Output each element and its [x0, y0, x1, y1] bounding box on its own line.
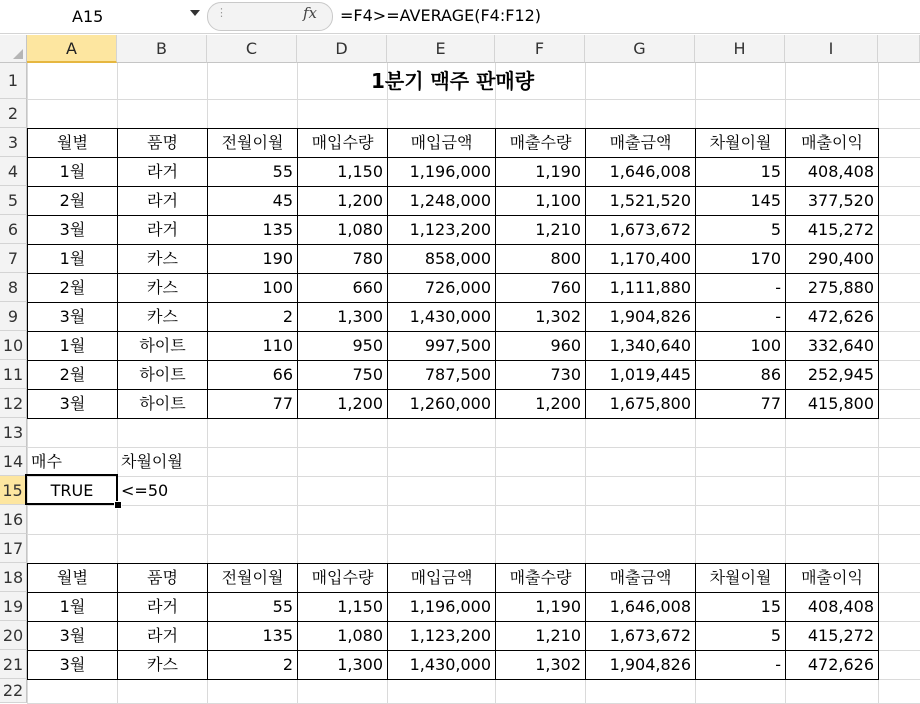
filtered-table-cell[interactable]: 55: [207, 592, 298, 622]
sales-table-cell[interactable]: 135: [207, 215, 298, 245]
sales-table-cell[interactable]: 1월: [27, 331, 118, 361]
cell-a15[interactable]: TRUE: [50, 481, 94, 500]
sales-table-cell[interactable]: 100: [695, 331, 786, 361]
sales-table-cell[interactable]: 950: [297, 331, 388, 361]
filtered-table-cell[interactable]: 15: [695, 592, 786, 622]
sales-table-cell[interactable]: 780: [297, 244, 388, 274]
filtered-table-cell[interactable]: 415,272: [785, 621, 879, 651]
row-header-22[interactable]: 22: [0, 679, 27, 703]
filtered-table-cell[interactable]: 408,408: [785, 592, 879, 622]
filtered-table-cell[interactable]: 135: [207, 621, 298, 651]
filtered-table-cell[interactable]: 1,302: [495, 650, 586, 680]
sales-table-cell[interactable]: 960: [495, 331, 586, 361]
sales-table-cell[interactable]: 2월: [27, 360, 118, 390]
column-header-b[interactable]: B: [117, 35, 207, 63]
sales-table-cell[interactable]: 하이트: [117, 360, 208, 390]
sales-table-cell[interactable]: 275,880: [785, 273, 879, 303]
sales-table-cell[interactable]: 660: [297, 273, 388, 303]
sales-table-header-cell[interactable]: 월별: [27, 128, 118, 158]
row-header-10[interactable]: 10: [0, 331, 27, 360]
row-header-12[interactable]: 12: [0, 389, 27, 418]
sales-table-cell[interactable]: 377,520: [785, 186, 879, 216]
sales-table-cell[interactable]: 하이트: [117, 331, 208, 361]
sales-table-cell[interactable]: 1,675,800: [585, 389, 696, 419]
cell-b14[interactable]: 차월이월: [121, 452, 183, 471]
sales-table-cell[interactable]: 1,123,200: [387, 215, 496, 245]
row-header-5[interactable]: 5: [0, 186, 27, 215]
sales-table-header-cell[interactable]: 매입수량: [297, 128, 388, 158]
gridline-h: [27, 534, 920, 535]
gridline-h: [27, 99, 920, 100]
filtered-table-cell[interactable]: 1,904,826: [585, 650, 696, 680]
sales-table-cell[interactable]: 415,800: [785, 389, 879, 419]
sales-table-header-cell[interactable]: 전월이월: [207, 128, 298, 158]
sales-table-cell[interactable]: 2: [207, 302, 298, 332]
filtered-table-cell[interactable]: 2: [207, 650, 298, 680]
filtered-table-cell[interactable]: 3월: [27, 621, 118, 651]
sales-table-cell[interactable]: 라거: [117, 157, 208, 187]
sales-table-cell[interactable]: 1,646,008: [585, 157, 696, 187]
filtered-table-cell[interactable]: 1,430,000: [387, 650, 496, 680]
sheet-title[interactable]: 1분기 맥주 판매량: [370, 69, 535, 93]
filtered-table-cell[interactable]: 1,673,672: [585, 621, 696, 651]
filtered-table-cell[interactable]: 1,190: [495, 592, 586, 622]
filtered-table-header-cell[interactable]: 매출수량: [495, 563, 586, 593]
sales-table-cell[interactable]: 472,626: [785, 302, 879, 332]
row-header-1[interactable]: 1: [0, 63, 27, 99]
sales-table-cell[interactable]: 45: [207, 186, 298, 216]
select-all-button[interactable]: [0, 35, 27, 63]
formula-bar: [0, 0, 920, 34]
sales-table-cell[interactable]: 1,190: [495, 157, 586, 187]
sales-table-cell[interactable]: 730: [495, 360, 586, 390]
column-header-f[interactable]: F: [495, 35, 585, 63]
sales-table-cell[interactable]: 1,302: [495, 302, 586, 332]
sales-table-cell[interactable]: 760: [495, 273, 586, 303]
sales-table-cell[interactable]: 1,111,880: [585, 273, 696, 303]
column-header-h[interactable]: H: [695, 35, 785, 63]
filtered-table-cell[interactable]: 5: [695, 621, 786, 651]
sales-table-cell[interactable]: -: [695, 302, 786, 332]
filtered-table-cell[interactable]: 1,080: [297, 621, 388, 651]
sales-table-cell[interactable]: 카스: [117, 273, 208, 303]
sales-table-cell[interactable]: 15: [695, 157, 786, 187]
sales-table-cell[interactable]: 415,272: [785, 215, 879, 245]
sales-table-cell[interactable]: 1,200: [297, 389, 388, 419]
row-header-16[interactable]: 16: [0, 505, 27, 534]
sales-table-cell[interactable]: -: [695, 273, 786, 303]
row-header-17[interactable]: 17: [0, 534, 27, 563]
sales-table-cell[interactable]: 1,340,640: [585, 331, 696, 361]
sales-table-cell[interactable]: 1,521,520: [585, 186, 696, 216]
sales-table-cell[interactable]: 750: [297, 360, 388, 390]
sales-table-cell[interactable]: 77: [207, 389, 298, 419]
sales-table-header-cell[interactable]: 매출수량: [495, 128, 586, 158]
sales-table-cell[interactable]: 1,300: [297, 302, 388, 332]
grip-icon[interactable]: ⋮: [216, 6, 227, 19]
row-header-7[interactable]: 7: [0, 244, 27, 273]
row-header-4[interactable]: 4: [0, 157, 27, 186]
row-header-11[interactable]: 11: [0, 360, 27, 389]
sales-table-cell[interactable]: 800: [495, 244, 586, 274]
row-header-14[interactable]: 14: [0, 447, 27, 476]
filtered-table-header-cell[interactable]: 품명: [117, 563, 208, 593]
filtered-table-cell[interactable]: -: [695, 650, 786, 680]
sales-table-cell[interactable]: 66: [207, 360, 298, 390]
sales-table-cell[interactable]: 1,100: [495, 186, 586, 216]
filtered-table-header-cell[interactable]: 월별: [27, 563, 118, 593]
row-header-21[interactable]: 21: [0, 650, 27, 679]
sales-table-cell[interactable]: 1,200: [297, 186, 388, 216]
sales-table-cell[interactable]: 77: [695, 389, 786, 419]
filtered-table-header-cell[interactable]: 매출이익: [785, 563, 879, 593]
sales-table-cell[interactable]: 1월: [27, 244, 118, 274]
sales-table-cell[interactable]: 1월: [27, 157, 118, 187]
sales-table-cell[interactable]: 170: [695, 244, 786, 274]
row-header-8[interactable]: 8: [0, 273, 27, 302]
sales-table-cell[interactable]: 3월: [27, 215, 118, 245]
filtered-table-header-cell[interactable]: 매출금액: [585, 563, 696, 593]
sales-table-cell[interactable]: 라거: [117, 215, 208, 245]
column-header-d[interactable]: D: [297, 35, 387, 63]
filtered-table-cell[interactable]: 라거: [117, 621, 208, 651]
sales-table-cell[interactable]: 1,430,000: [387, 302, 496, 332]
name-box-value[interactable]: A15: [72, 7, 104, 26]
fill-handle[interactable]: [114, 501, 122, 509]
filtered-table-header-cell[interactable]: 매입금액: [387, 563, 496, 593]
cell-b15[interactable]: <=50: [121, 481, 169, 500]
sales-table-cell[interactable]: 카스: [117, 302, 208, 332]
filtered-table-cell[interactable]: 1월: [27, 592, 118, 622]
row-header-19[interactable]: 19: [0, 592, 27, 621]
sales-table-cell[interactable]: 1,673,672: [585, 215, 696, 245]
sales-table-cell[interactable]: 252,945: [785, 360, 879, 390]
column-header-blank[interactable]: [878, 35, 920, 63]
row-header-3[interactable]: 3: [0, 128, 27, 157]
sales-table-cell[interactable]: 라거: [117, 186, 208, 216]
filtered-table-cell[interactable]: 라거: [117, 592, 208, 622]
active-cell-border: [25, 474, 118, 505]
column-header-a[interactable]: A: [27, 35, 117, 63]
name-box[interactable]: [0, 0, 207, 33]
sales-table-cell[interactable]: 1,150: [297, 157, 388, 187]
sales-table-cell[interactable]: 1,019,445: [585, 360, 696, 390]
sales-table-cell[interactable]: 787,500: [387, 360, 496, 390]
gridline-h: [27, 505, 920, 506]
sales-table-cell[interactable]: 110: [207, 331, 298, 361]
filtered-table-cell[interactable]: 1,210: [495, 621, 586, 651]
filtered-table-cell[interactable]: 1,300: [297, 650, 388, 680]
sales-table-cell[interactable]: 1,210: [495, 215, 586, 245]
sales-table-cell[interactable]: 726,000: [387, 273, 496, 303]
row-header-20[interactable]: 20: [0, 621, 27, 650]
filtered-table-cell[interactable]: 1,646,008: [585, 592, 696, 622]
sales-table-cell[interactable]: 100: [207, 273, 298, 303]
sales-table-header-cell[interactable]: 차월이월: [695, 128, 786, 158]
row-header-15[interactable]: 15: [0, 476, 27, 505]
sales-table-cell[interactable]: 145: [695, 186, 786, 216]
sales-table-cell[interactable]: 1,080: [297, 215, 388, 245]
sales-table-cell[interactable]: 하이트: [117, 389, 208, 419]
filtered-table-header-cell[interactable]: 차월이월: [695, 563, 786, 593]
sales-table-cell[interactable]: 1,260,000: [387, 389, 496, 419]
row-header-9[interactable]: 9: [0, 302, 27, 331]
sales-table-cell[interactable]: 408,408: [785, 157, 879, 187]
row-header-2[interactable]: 2: [0, 99, 27, 128]
sales-table-cell[interactable]: 5: [695, 215, 786, 245]
row-header-18[interactable]: 18: [0, 563, 27, 592]
sales-table-header-cell[interactable]: 매출이익: [785, 128, 879, 158]
sales-table-cell[interactable]: 1,170,400: [585, 244, 696, 274]
sales-table-header-cell[interactable]: 매입금액: [387, 128, 496, 158]
filtered-table-header-cell[interactable]: 매입수량: [297, 563, 388, 593]
sales-table-cell[interactable]: 997,500: [387, 331, 496, 361]
sales-table-cell[interactable]: 카스: [117, 244, 208, 274]
row-header-13[interactable]: 13: [0, 418, 27, 447]
chevron-down-icon[interactable]: [190, 10, 200, 16]
sales-table-cell[interactable]: 1,904,826: [585, 302, 696, 332]
filtered-table-cell[interactable]: 3월: [27, 650, 118, 680]
sales-table-cell[interactable]: 332,640: [785, 331, 879, 361]
formula-input[interactable]: =F4>=AVERAGE(F4:F12): [340, 6, 542, 25]
sales-table-cell[interactable]: 1,200: [495, 389, 586, 419]
sales-table-cell[interactable]: 3월: [27, 302, 118, 332]
sales-table-cell[interactable]: 190: [207, 244, 298, 274]
sales-table-cell[interactable]: 290,400: [785, 244, 879, 274]
filtered-table-cell[interactable]: 1,123,200: [387, 621, 496, 651]
insert-function-icon[interactable]: fx: [303, 4, 318, 22]
column-header-i[interactable]: I: [785, 35, 878, 63]
filtered-table-cell[interactable]: 카스: [117, 650, 208, 680]
sales-table-cell[interactable]: 86: [695, 360, 786, 390]
filtered-table-header-cell[interactable]: 전월이월: [207, 563, 298, 593]
row-header-6[interactable]: 6: [0, 215, 27, 244]
cell-a14[interactable]: 매수: [31, 452, 62, 471]
sales-table-header-cell[interactable]: 품명: [117, 128, 208, 158]
filtered-table-cell[interactable]: 1,196,000: [387, 592, 496, 622]
sales-table-cell[interactable]: 2월: [27, 273, 118, 303]
sales-table-cell[interactable]: 1,196,000: [387, 157, 496, 187]
sales-table-cell[interactable]: 1,248,000: [387, 186, 496, 216]
filtered-table-cell[interactable]: 472,626: [785, 650, 879, 680]
sales-table-cell[interactable]: 3월: [27, 389, 118, 419]
column-header-e[interactable]: E: [387, 35, 495, 63]
sales-table-cell[interactable]: 858,000: [387, 244, 496, 274]
column-header-c[interactable]: C: [207, 35, 297, 63]
sales-table-cell[interactable]: 2월: [27, 186, 118, 216]
filtered-table-cell[interactable]: 1,150: [297, 592, 388, 622]
sales-table-cell[interactable]: 55: [207, 157, 298, 187]
column-header-g[interactable]: G: [585, 35, 695, 63]
sales-table-header-cell[interactable]: 매출금액: [585, 128, 696, 158]
